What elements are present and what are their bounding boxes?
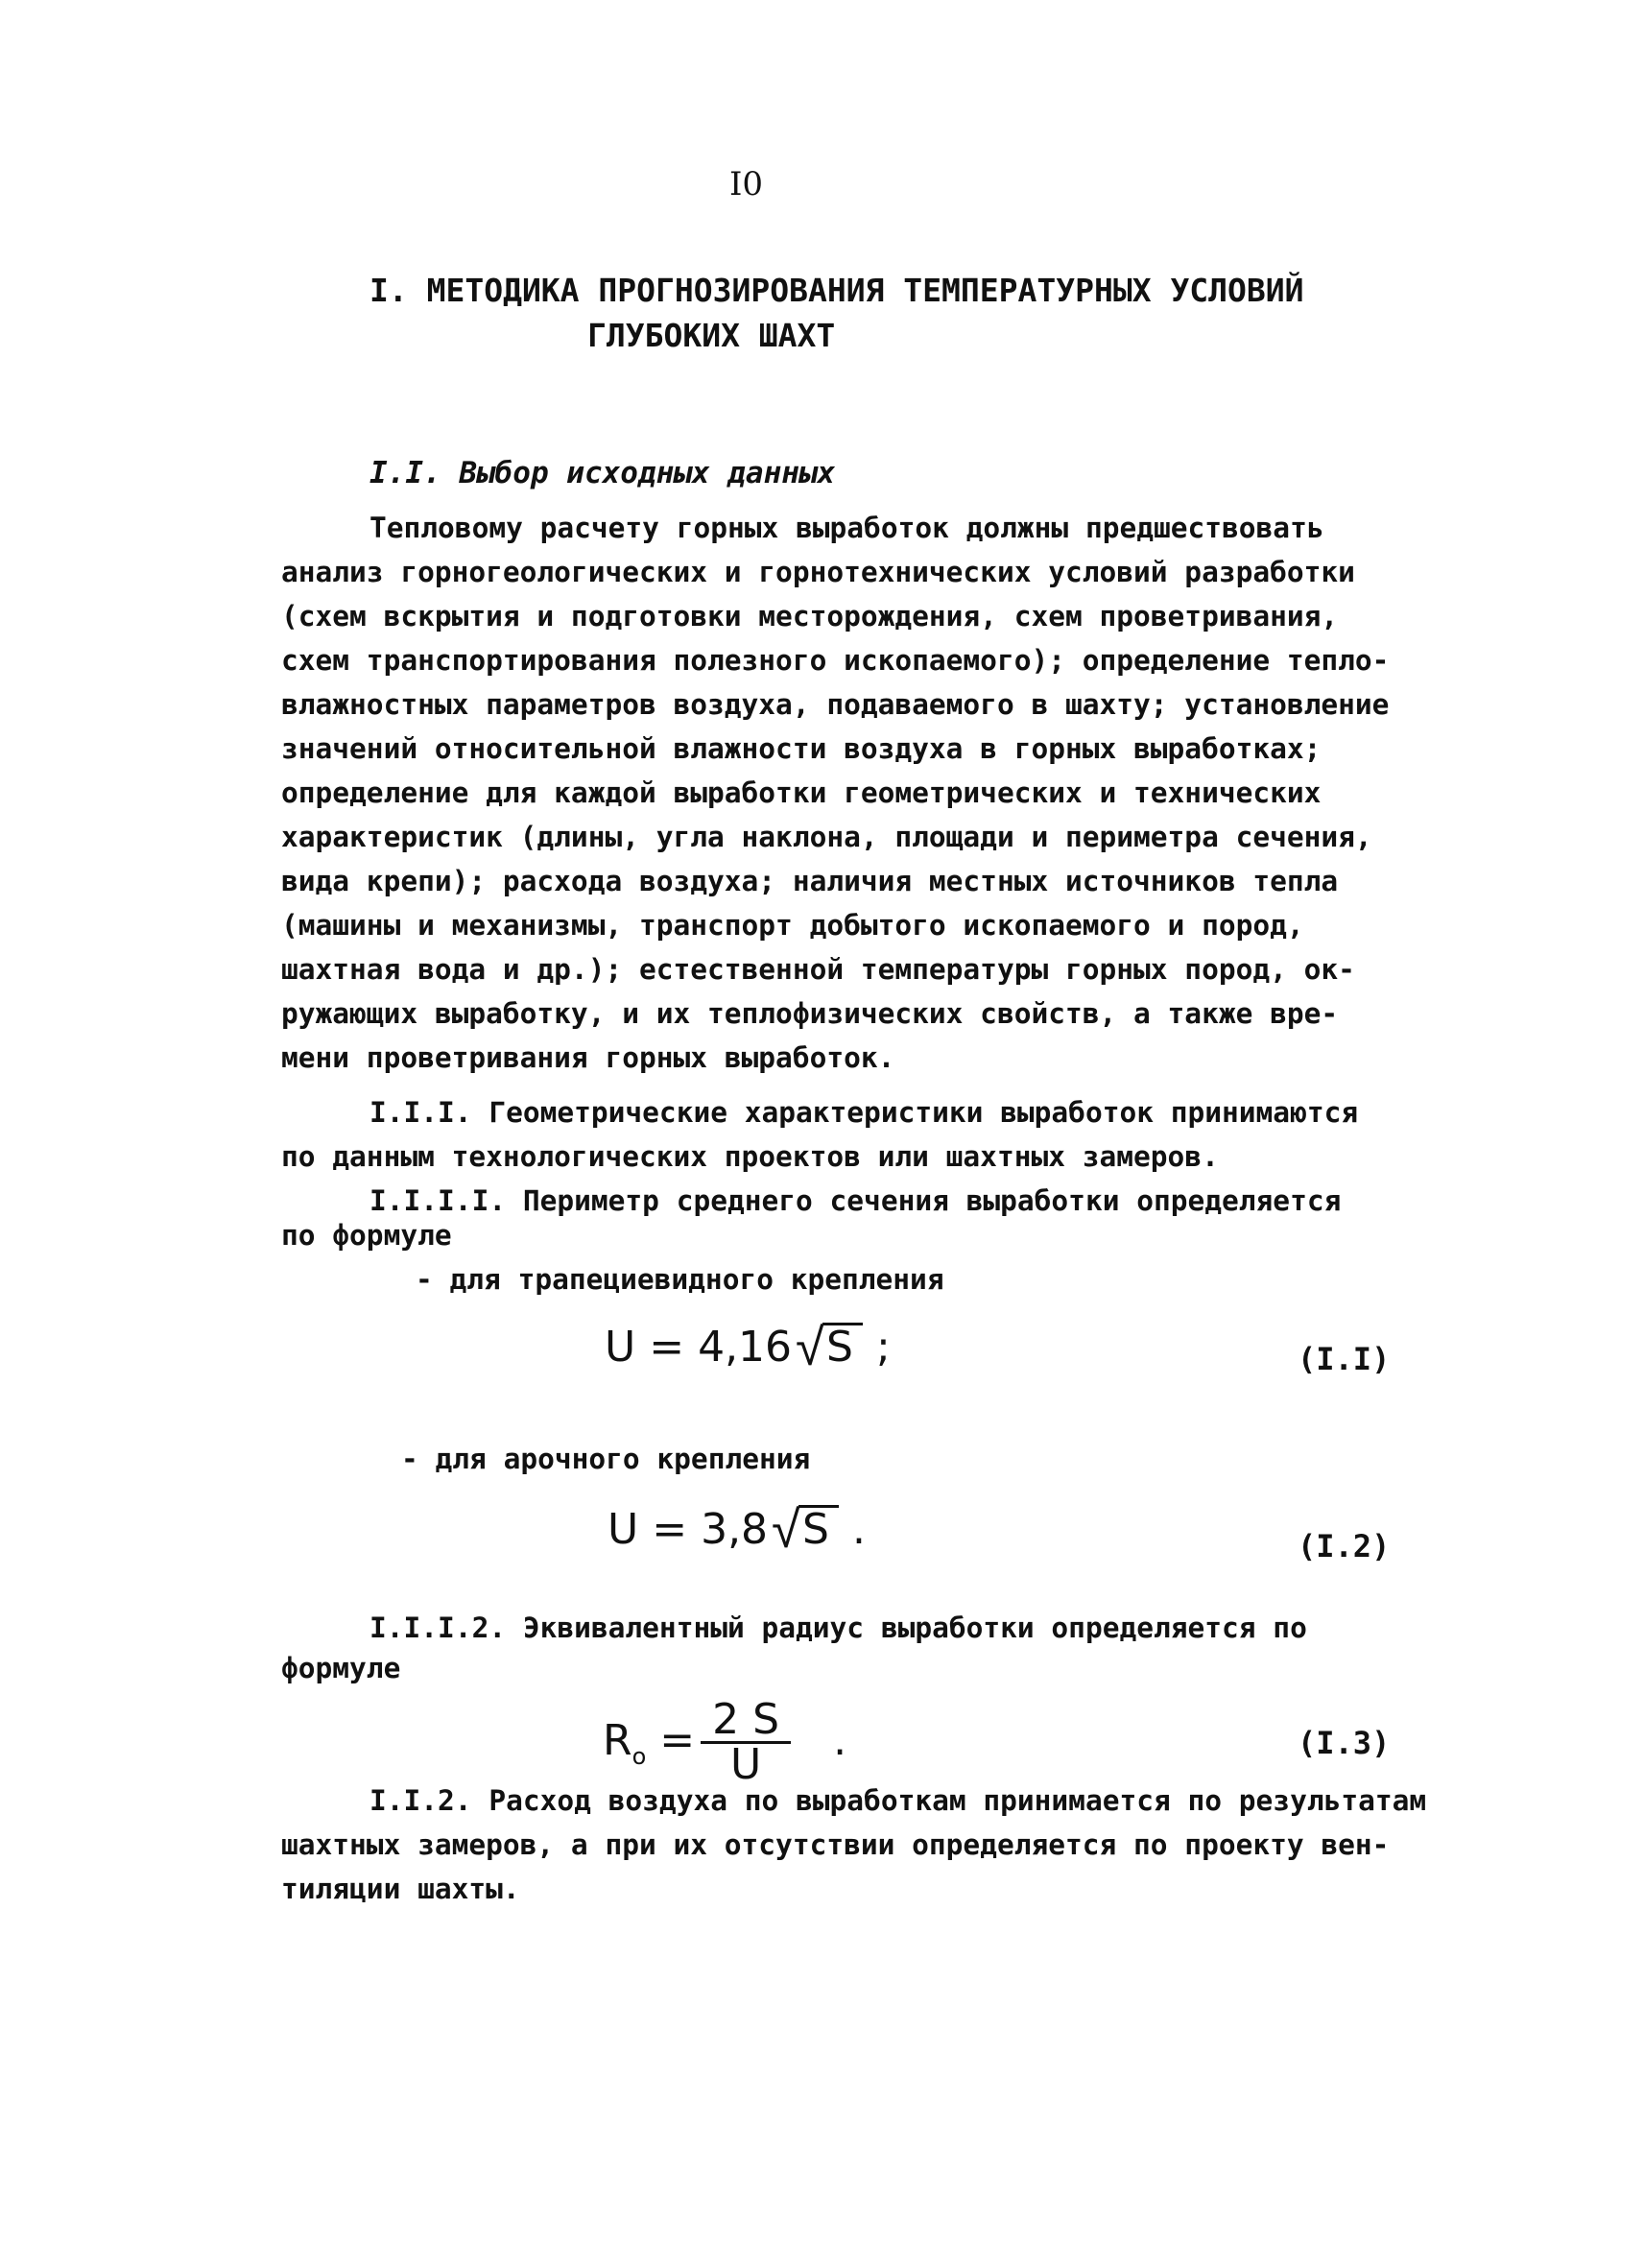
formula-1-tail: ; <box>875 1323 891 1372</box>
paragraph-1-line: анализ горногеологических и горнотехнических условий разработки <box>281 556 1355 588</box>
formula-perimeter-trapezoid <box>605 1317 891 1377</box>
square-root-icon: √ S <box>772 1505 839 1554</box>
equation-number: (I.2) <box>1298 1528 1391 1564</box>
square-root-icon: √ S <box>796 1323 863 1372</box>
formula-2-tail: . <box>851 1505 866 1554</box>
formula-3-lhs-symbol: R <box>603 1715 632 1765</box>
paragraph-5-line: шахтных замеров, а при их отсутствии определяется по проекту вен- <box>281 1828 1390 1861</box>
paragraph-4-line: формуле <box>281 1652 401 1684</box>
chapter-title-line-2: ГЛУБОКИХ ШАХТ <box>587 317 836 354</box>
formula-equivalent-radius <box>603 1695 847 1789</box>
paragraph-1-line: значений относительной влажности воздуха в горных выработках; <box>281 732 1322 765</box>
fraction <box>701 1695 791 1789</box>
formula-1-lhs: U <box>605 1323 636 1372</box>
chapter-title-line-1: I. МЕТОДИКА ПРОГНОЗИРОВАНИЯ ТЕМПЕРАТУРНЫХ УСЛОВИЙ <box>369 272 1304 309</box>
formula-3-lhs <box>603 1715 647 1770</box>
paragraph-1-line: ружающих выработку, и их теплофизических свойств, а также вре- <box>281 997 1339 1030</box>
paragraph-1-line: влажностных параметров воздуха, подаваемого в шахту; установление <box>281 688 1390 721</box>
formula-1-coefficient: = 4,16 <box>649 1323 793 1372</box>
section-heading: I.I. Выбор исходных данных <box>369 456 836 490</box>
paragraph-1-line: определение для каждой выработки геометрических и технических <box>281 776 1322 809</box>
formula-3-equals: = <box>659 1715 696 1765</box>
formula-3-denominator: U <box>729 1740 762 1789</box>
list-item-arch: - для арочного крепления <box>401 1443 811 1475</box>
equation-number: (I.I) <box>1298 1341 1391 1377</box>
formula-3-tail: . <box>833 1715 847 1765</box>
paragraph-1-line: вида крепи); расхода воздуха; наличия местных источников тепла <box>281 865 1339 897</box>
paragraph-5-line: I.I.2. Расход воздуха по выработкам принимается по результатам <box>369 1784 1427 1817</box>
page-number: I0 <box>729 165 764 203</box>
paragraph-1-line: шахтная вода и др.); естественной температуры горных пород, ок- <box>281 953 1355 986</box>
formula-3-lhs-subscript: o <box>631 1742 647 1770</box>
paragraph-1-line: мени проветривания горных выработок. <box>281 1041 895 1074</box>
paragraph-1-line: характеристик (длины, угла наклона, площади и периметра сечения, <box>281 821 1372 853</box>
paragraph-2-line: I.I.I. Геометрические характеристики выработок принимаются <box>369 1096 1359 1129</box>
paragraph-5-line: тиляции шахты. <box>281 1873 520 1905</box>
paragraph-1-line: схем транспортирования полезного ископаемого); определение тепло- <box>281 644 1390 677</box>
paragraph-4-line: I.I.I.2. Эквивалентный радиус выработки определяется по <box>369 1611 1307 1644</box>
paragraph-1-line: (машины и механизмы, транспорт добытого ископаемого и пород, <box>281 909 1304 942</box>
list-item-trapezoid: - для трапециевидного крепления <box>416 1263 944 1296</box>
formula-2-radicand: S <box>798 1505 839 1552</box>
formula-3-numerator: 2 S <box>701 1699 791 1744</box>
formula-2-lhs: U <box>608 1505 639 1554</box>
formula-2-coefficient: = 3,8 <box>652 1505 769 1554</box>
equation-number: (I.3) <box>1298 1725 1391 1761</box>
paragraph-2-line: по данным технологических проектов или шахтных замеров. <box>281 1140 1219 1173</box>
paragraph-3-line: по формуле <box>281 1219 452 1252</box>
formula-perimeter-arch <box>608 1499 866 1560</box>
paragraph-3-line: I.I.I.I. Периметр среднего сечения выработки определяется <box>369 1184 1342 1217</box>
paragraph-1-line: (схем вскрытия и подготовки месторождения, схем проветривания, <box>281 600 1339 633</box>
paragraph-1-line: Тепловому расчету горных выработок должны предшествовать <box>369 512 1324 544</box>
formula-1-radicand: S <box>822 1323 863 1370</box>
